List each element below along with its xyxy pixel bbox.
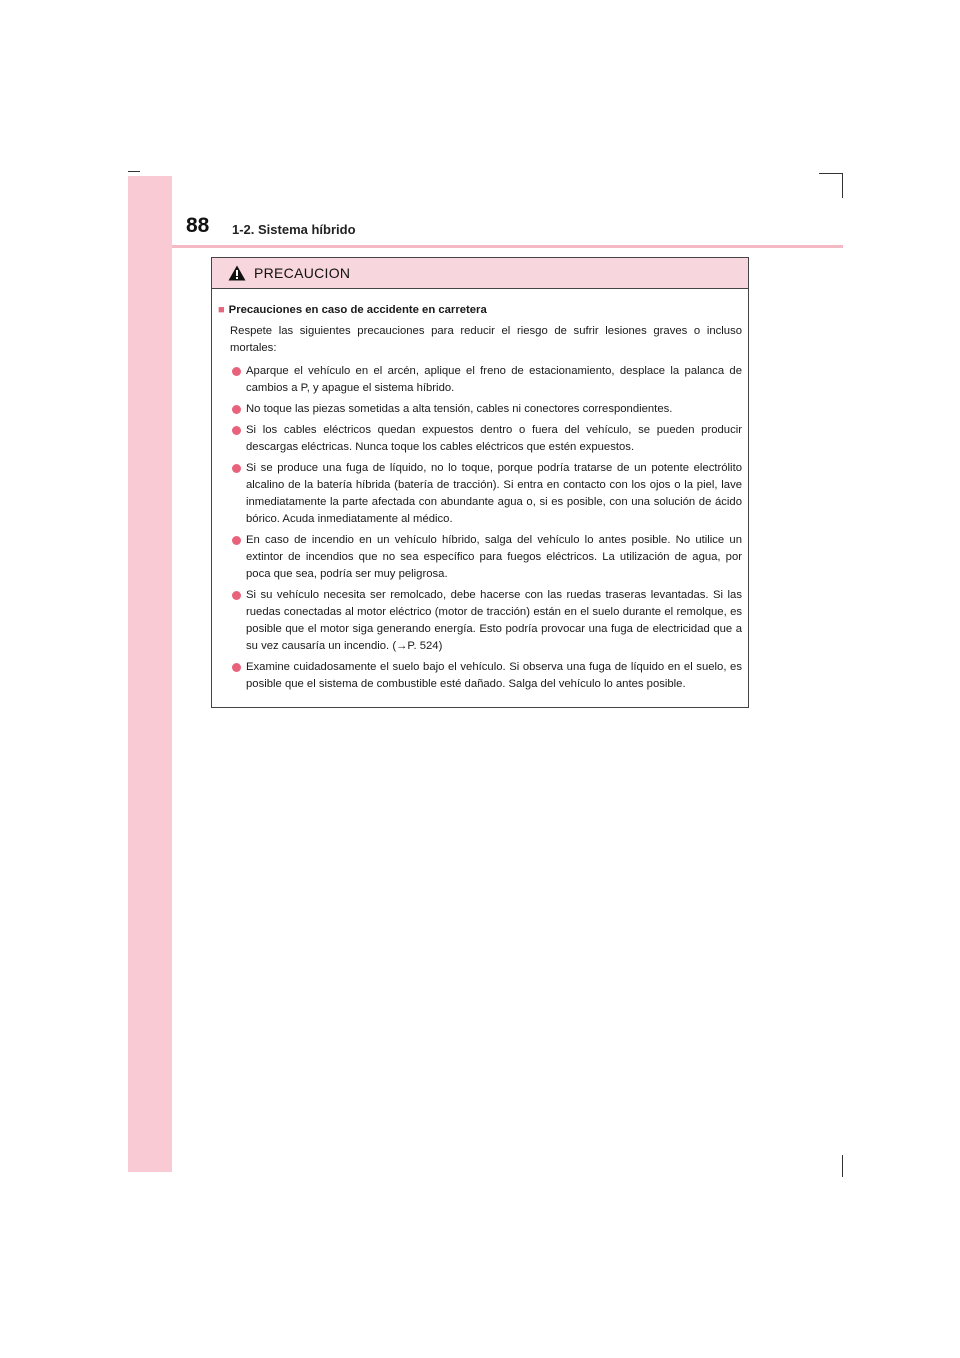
bullet-dot-icon (232, 591, 241, 600)
warning-triangle-icon (228, 265, 246, 281)
subheading-text: Precauciones en caso de accidente en carretera (228, 304, 487, 316)
list-item (218, 532, 742, 583)
intro-paragraph: Respete las siguientes precauciones para reducir el riesgo de sufrir lesiones graves o incluso mortales: (230, 325, 742, 354)
list-item (218, 422, 742, 456)
caution-title: PRECAUCION (254, 265, 351, 281)
crop-mark-bottom-right (842, 1155, 843, 1177)
list-item (218, 587, 742, 655)
crop-mark-top-right-v (842, 173, 843, 198)
list-item-text: En caso de incendio en un vehículo híbrido, salga del vehículo lo antes posible. No utilice un extintor de incendios que no sea específico para fuegos eléctricos. La utilización de agua, por poca que sea, podría ser muy peligrosa. (246, 534, 742, 580)
page-number: 88 (186, 214, 210, 237)
list-item (218, 363, 742, 397)
list-item-text: Examine cuidadosamente el suelo bajo el vehículo. Si observa una fuga de líquido en el suelo, es posible que el sistema de combustible esté dañado. Salga del vehículo lo antes posible. (246, 661, 742, 690)
caution-header (212, 258, 748, 289)
side-tab (128, 176, 172, 1172)
bullet-dot-icon (232, 536, 241, 545)
list-item (218, 659, 742, 693)
bullet-dot-icon (232, 426, 241, 435)
list-item (218, 460, 742, 528)
caution-box (211, 257, 749, 708)
list-item-text: Si su vehículo necesita ser remolcado, debe hacerse con las ruedas traseras levantadas. Si las ruedas conectadas al motor eléctrico (motor de tracción) están en el suelo durante el remolque, es posible que el motor siga generando energía. Esto podría provocar una fuga de electricidad que a su vez causaría un incendio. (→P. 524) (246, 589, 742, 652)
crop-mark-top-right-h (819, 173, 842, 174)
bullet-dot-icon (232, 405, 241, 414)
square-marker-icon: ■ (218, 304, 225, 316)
section-title: 1-2. Sistema híbrido (232, 222, 356, 237)
list-item (218, 401, 742, 418)
header-rule (172, 245, 843, 248)
bullet-dot-icon (232, 367, 241, 376)
caution-body (212, 289, 748, 693)
bullet-dot-icon (232, 663, 241, 672)
caution-subheading (218, 302, 742, 319)
list-item-text: Si se produce una fuga de líquido, no lo toque, porque podría tratarse de un potente electrólito alcalino de la batería híbrida (batería de tracción). Si entra en contacto con los ojos o la piel, lave inmediatamente la parte afectada con abundante agua o, si es posible, con una solución de ácido bórico. Acuda inmediatamente al médico. (246, 462, 742, 525)
list-item-text: Aparque el vehículo en el arcén, aplique el freno de estacionamiento, desplace la palanca de cambios a P, y apague el sistema híbrido. (246, 365, 742, 394)
list-item-text: Si los cables eléctricos quedan expuestos dentro o fuera del vehículo, se pueden producir descargas eléctricas. Nunca toque los cables eléctricos que estén expuestos. (246, 424, 742, 453)
crop-mark-top-left (128, 171, 140, 172)
bullet-dot-icon (232, 464, 241, 473)
list-item-text: No toque las piezas sometidas a alta tensión, cables ni conectores correspondientes. (246, 403, 673, 415)
